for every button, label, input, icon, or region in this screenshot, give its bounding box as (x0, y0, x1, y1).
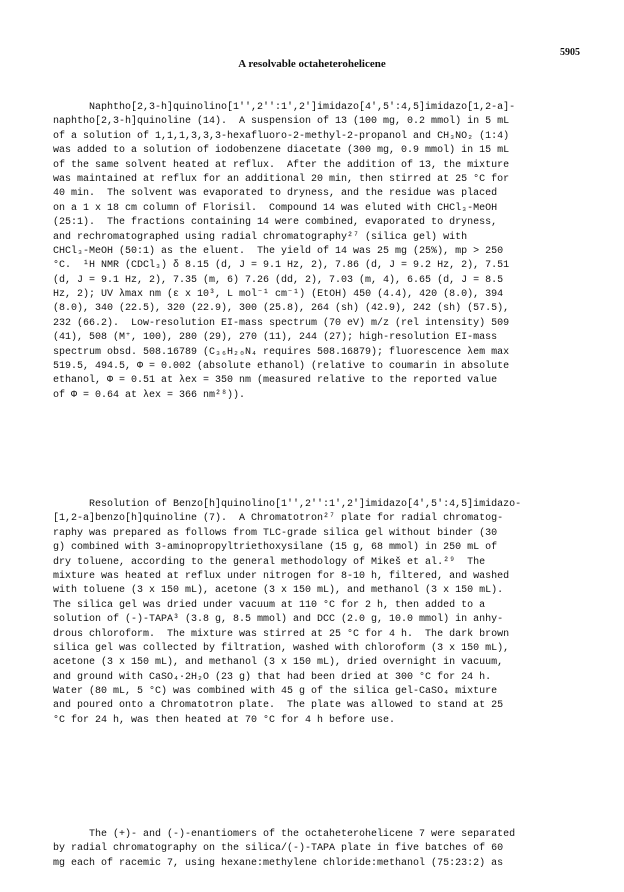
text-line: by radial chromatography on the silica/(-)-TAPA plate in five batches of 60 (53, 843, 504, 855)
text-line: with toluene (3 x 150 mL), acetone (3 x 150 mL), and methanol (3 x 150 mL). (53, 585, 504, 597)
text-line: (25:1). The fractions containing 14 were combined, evaporated to dryness, (53, 217, 498, 229)
text-line: was maintained at reflux for an additional 20 min, then stirred at 25 °C for (53, 173, 510, 185)
paragraph-enantiomer-separation (53, 828, 583, 871)
text-line: °C for 24 h, was then heated at 70 °C for 4 h before use. (53, 714, 396, 726)
text-line: Resolution of Benzo[h]quinolino[1'',2'':1',2']imidazo[4',5':4,5]imidazo- (53, 499, 522, 510)
text-line: The (+)- and (-)-enantiomers of the octaheterohelicene 7 were separated (53, 829, 516, 840)
text-line: ethanol, Φ = 0.51 at λex = 350 nm (measured relative to the reported value (53, 375, 498, 387)
text-line: silica gel was collected by filtration, washed with chloroform (3 x 150 mL), (53, 642, 510, 654)
page-number: 5905 (560, 47, 580, 58)
text-line: Water (80 mL, 5 °C) was combined with 45 g of the silica gel-CaSO₄ mixture (53, 686, 498, 698)
text-line: Naphtho[2,3-h]quinolino[1'',2'':1',2']imidazo[4',5':4,5]imidazo[1,2-a]- (53, 102, 516, 113)
paragraph-synthesis-14 (53, 101, 583, 403)
running-title: A resolvable octaheterohelicene (238, 58, 386, 70)
text-line: CHCl₃-MeOH (50:1) as the eluent. The yield of 14 was 25 mg (25%), mp > 250 (53, 245, 504, 257)
text-line: acetone (3 x 150 mL), and methanol (3 x 150 mL), dried overnight in vacuum, (53, 657, 504, 669)
text-line: and poured onto a Chromatotron plate. The plate was allowed to stand at 25 (53, 700, 504, 712)
text-line: dry toluene, according to the general methodology of Mikeš et al.²⁹ The (53, 556, 486, 568)
text-line: of Φ = 0.64 at λex = 366 nm²⁸)). (53, 389, 246, 401)
text-line: mg each of racemic 7, using hexane:methylene chloride:methanol (75:23:2) as (53, 857, 504, 869)
text-line: The silica gel was dried under vacuum at 110 °C for 2 h, then added to a (53, 599, 486, 611)
text-line: and ground with CaSO₄·2H₂O (23 g) that had been dried at 300 °C for 24 h. (53, 671, 492, 683)
text-line: of the same solvent heated at reflux. After the addition of 13, the mixture (53, 159, 510, 171)
text-line: (41), 508 (M⁺, 100), 280 (29), 270 (11), 244 (27); high-resolution EI-mass (53, 332, 498, 344)
text-line: g) combined with 3-aminopropyltriethoxysilane (15 g, 68 mmol) in 250 mL of (53, 542, 498, 554)
text-line: spectrum obsd. 508.16789 (C₃₆H₂₀N₄ requires 508.16879); fluorescence λem max (53, 346, 510, 358)
text-line: was added to a solution of iodobenzene diacetate (300 mg, 0.9 mmol) in 15 mL (53, 145, 510, 157)
text-line: 40 min. The solvent was evaporated to dryness, and the residue was placed (53, 188, 498, 200)
text-line: naphtho[2,3-h]quinoline (14). A suspension of 13 (100 mg, 0.2 mmol) in 5 mL (53, 116, 510, 128)
text-line: Hz, 2); UV λmax nm (ε x 10³, L mol⁻¹ cm⁻¹) (EtOH) 450 (4.4), 420 (8.0), 394 (53, 289, 504, 301)
text-line: (d, J = 9.1 Hz, 2), 7.35 (m, 6) 7.26 (dd, 2), 7.03 (m, 4), 6.65 (d, J = 8.5 (53, 274, 504, 286)
text-line: and rechromatographed using radial chromatography²⁷ (silica gel) with (53, 231, 468, 243)
paragraph-resolution-7 (53, 498, 583, 728)
text-line: (8.0), 340 (22.5), 320 (22.9), 300 (25.8), 264 (sh) (42.9), 242 (sh) (57.5), (53, 303, 510, 315)
text-line: °C. ¹H NMR (CDCl₃) δ 8.15 (d, J = 9.1 Hz, 2), 7.86 (d, J = 9.2 Hz, 2), 7.51 (53, 260, 510, 272)
text-line: raphy was prepared as follows from TLC-grade silica gel without binder (30 (53, 527, 498, 539)
text-line: mixture was heated at reflux under nitrogen for 8-10 h, filtered, and washed (53, 570, 510, 582)
text-line: drous chloroform. The mixture was stirred at 25 °C for 4 h. The dark brown (53, 628, 510, 640)
text-line: on a 1 x 18 cm column of Florisil. Compound 14 was eluted with CHCl₃-MeOH (53, 202, 498, 214)
text-line: [1,2-a]benzo[h]quinoline (7). A Chromatotron²⁷ plate for radial chromatog- (53, 513, 504, 525)
text-line: of a solution of 1,1,1,3,3,3-hexafluoro-2-methyl-2-propanol and CH₃NO₂ (1:4) (53, 130, 510, 142)
text-line: 232 (66.2). Low-resolution EI-mass spectrum (70 eV) m/z (rel intensity) 509 (53, 317, 510, 329)
text-line: solution of (-)-TAPA³ (3.8 g, 8.5 mmol) and DCC (2.0 g, 10.0 mmol) in anhy- (53, 614, 504, 626)
text-line: 519.5, 494.5, Φ = 0.002 (absolute ethanol) (relative to coumarin in absolute (53, 361, 510, 373)
